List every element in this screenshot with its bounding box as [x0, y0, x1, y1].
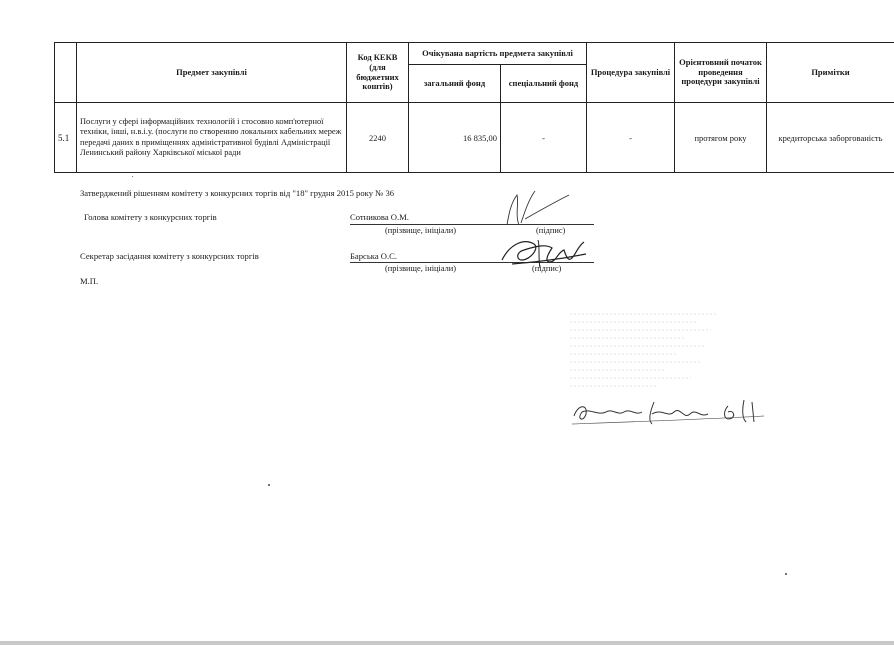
row-special-fund: - — [501, 103, 587, 173]
header-number — [55, 43, 77, 103]
chair-signature-icon — [495, 185, 575, 233]
secretary-signature-icon — [494, 234, 590, 274]
row-procedure: - — [587, 103, 675, 173]
header-kekv-code: Код КЕКВ (для бюджетних коштів) — [347, 43, 409, 103]
table-row — [55, 103, 894, 173]
certification-signature-icon — [568, 394, 768, 430]
header-start: Орієнтовний початок проведення процедури закупівлі — [675, 43, 767, 103]
header-procedure: Процедура закупівлі — [587, 43, 675, 103]
seal-mark: М.П. — [80, 276, 99, 286]
secretary-label: Секретар засідання комітету з конкурсних торгів — [80, 251, 259, 261]
secretary-name: Барська О.С. — [350, 251, 398, 261]
header-notes: Примітки — [767, 43, 894, 103]
row-start: протягом року — [675, 103, 767, 173]
stamp-icon — [566, 306, 746, 402]
header-general-fund: загальний фонд — [409, 65, 501, 103]
header-special-fund: спеціальний фонд — [501, 65, 587, 103]
scan-edge — [0, 641, 894, 645]
scan-speck — [268, 484, 270, 486]
approval-statement: Затверджений рішенням комітету з конкурсних торгів від "18" грудня 2015 року № 36 — [80, 188, 395, 198]
row-notes: кредиторська заборгованість — [767, 103, 894, 173]
row-subject: Послуги у сфері інформаційних технологій і стосовно комп'ютерної техніки, інші, н.в.і.у. (послуги по створенню локальних кабельних мереж передачі даних в приміщеннях адміністративної будівлі Адміністрації Ленинський району Харківської міської ради — [77, 103, 347, 173]
chair-name-hint: (прізвище, ініціали) — [385, 226, 457, 235]
row-number: 5.1 — [55, 103, 77, 173]
row-kekv: 2240 — [347, 103, 409, 173]
chair-label: Голова комітету з конкурсних торгів — [84, 212, 217, 222]
procurement-table — [54, 42, 894, 173]
secretary-sign-hint: (підпис) — [532, 264, 562, 273]
scan-speck — [785, 573, 787, 575]
header-expected-cost: Очікувана вартість предмета закупівлі — [409, 43, 587, 65]
chair-name: Сотникова О.М. — [350, 212, 409, 222]
row-general-fund: 16 835,00 — [409, 103, 501, 173]
secretary-name-hint: (прізвище, ініціали) — [385, 264, 457, 273]
scan-speck — [132, 176, 133, 177]
header-subject: Предмет закупівлі — [77, 43, 347, 103]
chair-sign-hint: (підпис) — [536, 226, 566, 235]
